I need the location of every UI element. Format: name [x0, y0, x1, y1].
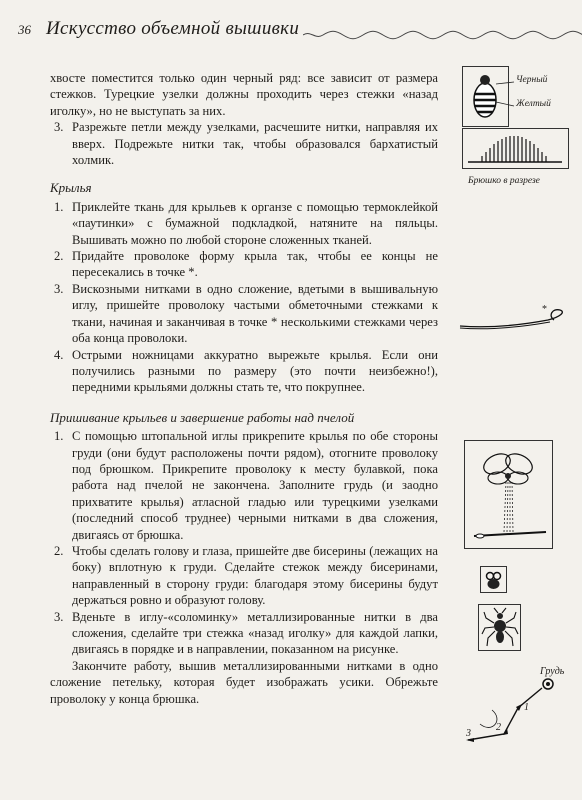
- list-item: 3. Разрежьте петли между узелками, расчешите нитки, направляя их вверх. Подрежьте нитки так, чтобы образовался бархатистый холмик.: [54, 120, 438, 168]
- section-heading-finish: Пришивание крыльев и завершение работы над пчелой: [50, 409, 355, 425]
- beads-drawing: [480, 566, 508, 594]
- wire-figure: [456, 306, 570, 336]
- label-yellow: Желтый: [516, 99, 551, 109]
- header-ornament: [303, 30, 582, 40]
- cross-section-figure: [462, 128, 570, 192]
- wings-attach-drawing: [464, 440, 554, 550]
- intro-paragraph: хвосте поместится только один черный ряд: все зависит от размера стежков. Турецкие узелки должны проходить через стежки «назад иголку», но не выступать за них.: [50, 71, 438, 118]
- section-heading-wings: Крылья: [50, 180, 92, 196]
- list-item: 4. Острыми ножницами аккуратно вырежьте крылья. Если они получились разными по размеру (это почти неизбежно!), передними крыльями должны стать те, что покрупнее.: [54, 347, 438, 395]
- list-item: 1. Приклейте ткань для крыльев к органзе с помощью термоклейкой «паутинки» с бумажной подкладкой, натяните на пяльцы. Вышивать можно по любой стороне сложенных тканей.: [54, 199, 438, 247]
- label-step-2: 2: [496, 722, 501, 733]
- list-item: 2. Придайте проволоке форму крыла так, чтобы ее концы не пересекались в точке *.: [54, 249, 438, 280]
- label-chest: Грудь: [540, 666, 565, 677]
- leg-stitch-figure: [452, 666, 572, 748]
- label-step-1: 1: [524, 702, 529, 713]
- wire-drawing: [456, 306, 570, 336]
- list-item: 1. С помощью штопальной иглы прикрепите крылья по обе стороны груди (они будут расположены почти рядом), отогните проволоку под брюшком. Прикрепите проволоку к месту булавкой, пока работа над пчелой не закончена. Заполните грудь (и заодно прихватите крылья) атласной гладью или турецкими узелками (последний способ труднее) черными нитками в два сложения, двигаясь от брюшка.: [54, 429, 438, 542]
- abdomen-figure: [462, 66, 572, 130]
- wire-star-mark: *: [542, 304, 547, 315]
- label-step-3: 3: [466, 728, 471, 739]
- beads-figure: [480, 566, 508, 594]
- wings-attach-figure: [464, 440, 554, 550]
- list-item: 2. Чтобы сделать голову и глаза, пришейте две бисерины (лежащих на боку) вплотную к груди. Сделайте стежок между бисеринами, направленный в сторону груди: благодаря этому бисерины будут держаться ровно и образуют голову.: [54, 543, 438, 608]
- cross-section-caption: Брюшко в разрезе: [468, 176, 540, 186]
- text-column: [50, 70, 438, 707]
- page-number: 36: [18, 22, 31, 37]
- list-item: 3. Вденьте в иглу-«соломинку» металлизированные нитки в два сложения, сделайте три стежка «назад иголку» для каждой лапки, двигаясь в порядке и в направлении, показанном на рисунке.: [54, 609, 438, 657]
- legs-figure: [478, 604, 522, 652]
- cross-section-drawing: [462, 128, 570, 172]
- running-title: Искусство объемной вышивки: [46, 18, 300, 39]
- list-item: 3. Вискозными нитками в одно сложение, вдетыми в вышивальную иглу, пришейте проволоку частыми обметочными стежками к ткани, начиная и заканчивая в точке * несколькими стежками через оба конца проволоки.: [54, 281, 438, 346]
- legs-drawing: [478, 604, 522, 652]
- page-header: [18, 20, 572, 44]
- closing-paragraph: Закончите работу, вышив металлизированными нитками в одно сложение петельку, которая будет изображать усики. Обрежьте проволоку у конца брюшка.: [50, 658, 438, 706]
- label-black: Черный: [516, 75, 548, 85]
